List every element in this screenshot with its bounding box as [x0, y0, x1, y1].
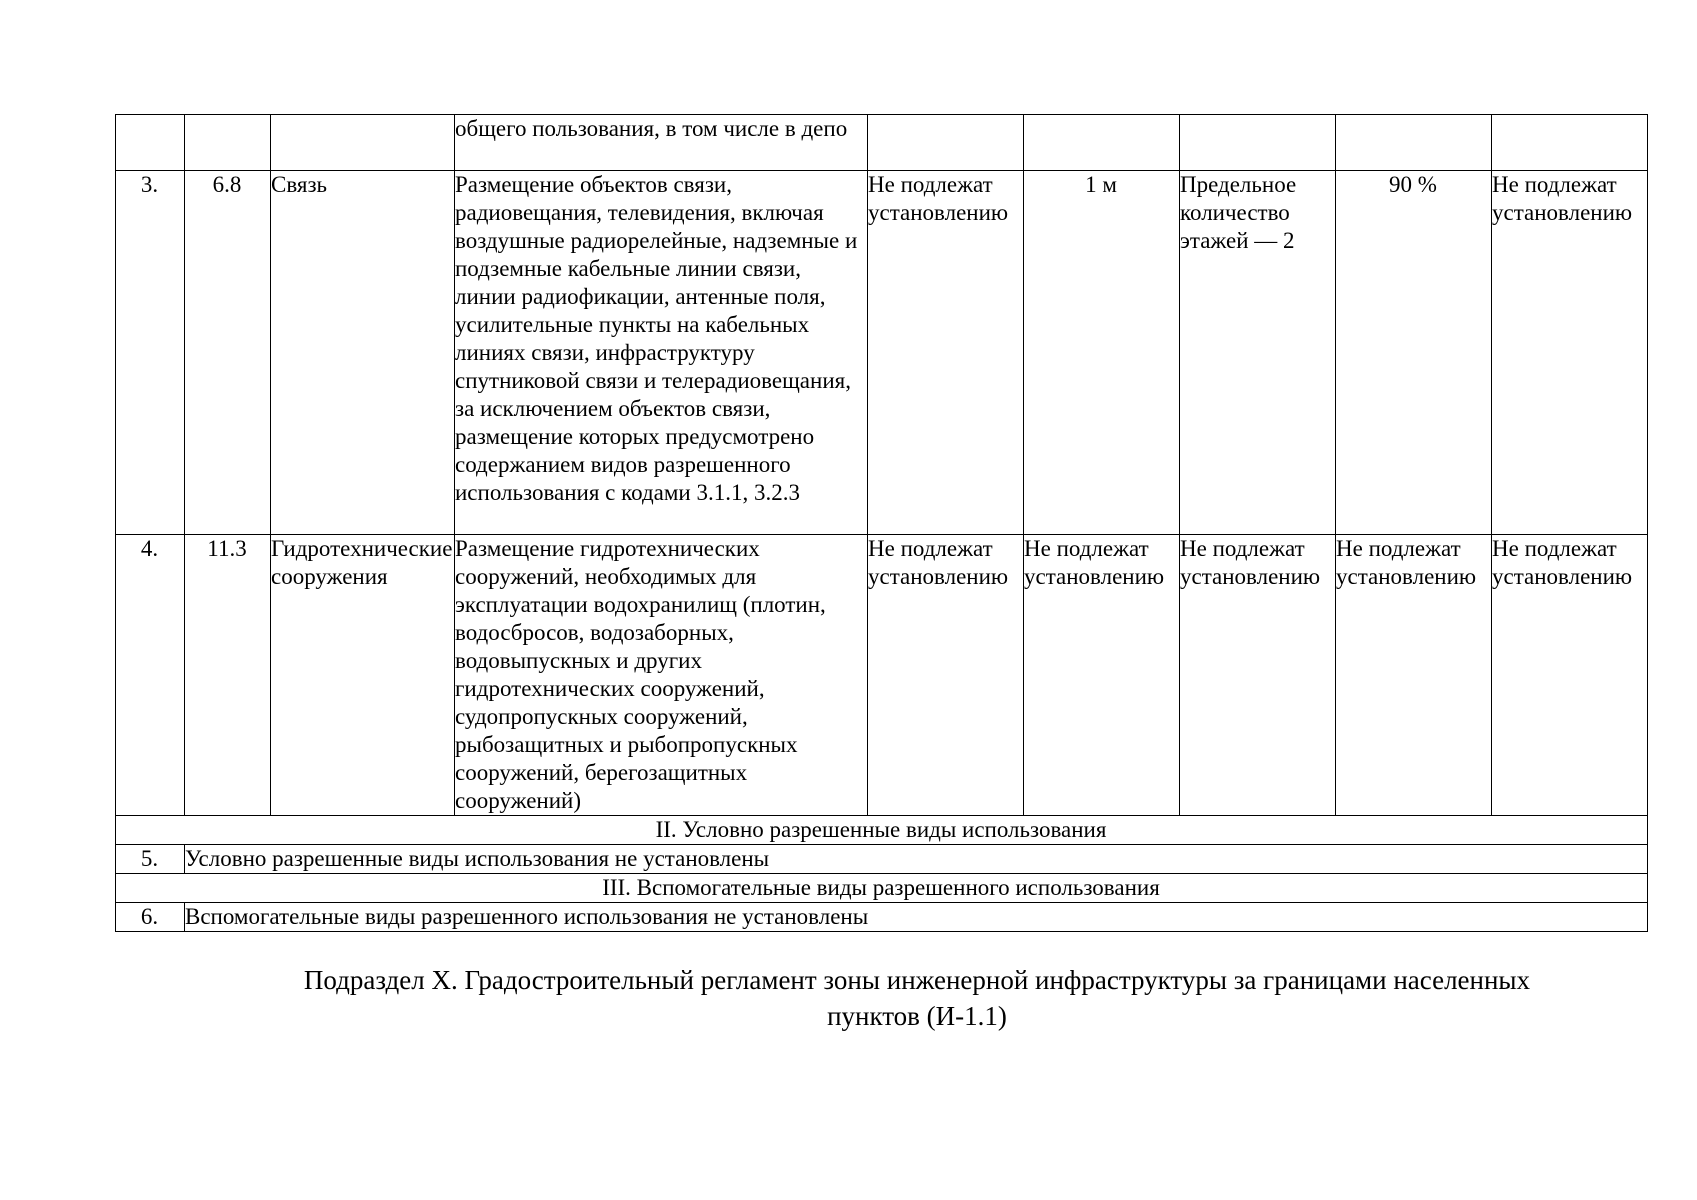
row-number: 6. [116, 903, 185, 932]
table-row [116, 115, 1648, 171]
row-param-3: Не подлежат установлению [1180, 535, 1336, 816]
row-param-1: Не подлежат установлению [868, 535, 1024, 816]
row-code [185, 115, 271, 171]
row-param-5: Не подлежат установлению [1492, 535, 1648, 816]
row-param-1: Не подлежат установлению [868, 171, 1024, 535]
row-param-5 [1492, 115, 1648, 171]
row-text: Условно разрешенные виды использования не установлены [185, 845, 1648, 874]
row-param-5: Не подлежат установлению [1492, 171, 1648, 535]
row-param-4: Не подлежат установлению [1336, 535, 1492, 816]
row-name: Гидротехнические сооружения [271, 535, 455, 816]
row-param-2 [1024, 115, 1180, 171]
row-param-2: 1 м [1024, 171, 1180, 535]
table-row [116, 903, 1648, 932]
regulation-table [115, 114, 1648, 932]
section-header-row [116, 874, 1648, 903]
section-header-row [116, 816, 1648, 845]
row-text: Вспомогательные виды разрешенного использования не установлены [185, 903, 1648, 932]
row-number [116, 115, 185, 171]
row-number: 3. [116, 171, 185, 535]
row-description: Размещение гидротехнических сооружений, необходимых для эксплуатации водохранилищ (плотин, водосбросов, водозаборных, водовыпускных и других гидротехнических сооружений, судопропускных сооружений, рыбозащитных и рыбопропускных сооружений, берегозащитных сооружений) [455, 535, 868, 816]
row-param-4 [1336, 115, 1492, 171]
row-description: общего пользования, в том числе в депо [455, 115, 868, 171]
row-number: 4. [116, 535, 185, 816]
section-2-header: II. Условно разрешенные виды использования [116, 816, 1648, 845]
table-row [116, 535, 1648, 816]
row-param-3 [1180, 115, 1336, 171]
subsection-title-block [115, 962, 1647, 1034]
table-row [116, 171, 1648, 535]
row-number: 5. [116, 845, 185, 874]
row-param-2: Не подлежат установлению [1024, 535, 1180, 816]
row-code: 11.3 [185, 535, 271, 816]
row-name: Связь [271, 171, 455, 535]
row-code: 6.8 [185, 171, 271, 535]
row-name [271, 115, 455, 171]
row-description: Размещение объектов связи, радиовещания, телевидения, включая воздушные радиорелейные, надземные и подземные кабельные линии связи, линии радиофикации, антенные поля, усилительные пункты на кабельных линиях связи, инфраструктуру спутниковой связи и телерадиовещания, за исключением объектов связи, размещение которых предусмотрено содержанием видов разрешенного использования с кодами 3.1.1, 3.2.3 [455, 171, 868, 535]
row-param-1 [868, 115, 1024, 171]
row-param-4: 90 % [1336, 171, 1492, 535]
section-3-header: III. Вспомогательные виды разрешенного использования [116, 874, 1648, 903]
subsection-title: Подраздел X. Градостроительный регламент зоны инженерной инфраструктуры за границами населенных пунктов (И-1.1) [303, 965, 1531, 1031]
row-param-3: Предельное количество этажей — 2 [1180, 171, 1336, 535]
table-row [116, 845, 1648, 874]
